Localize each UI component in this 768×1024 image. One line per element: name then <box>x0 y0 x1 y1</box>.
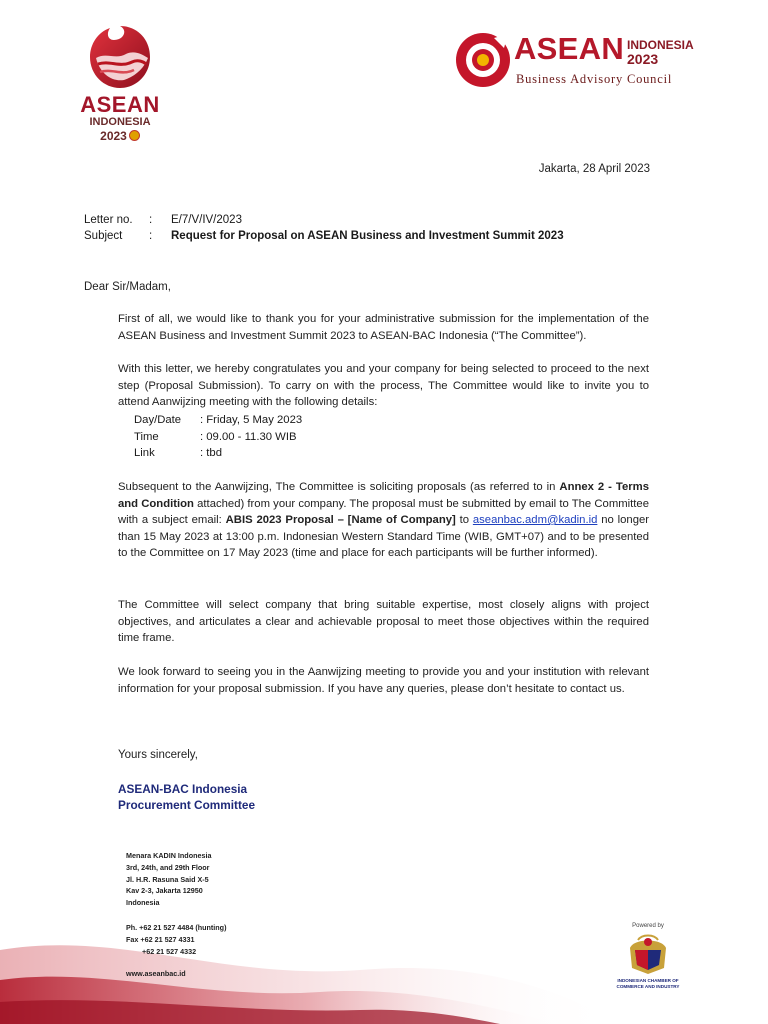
signature-organization: ASEAN-BAC Indonesia <box>118 782 248 796</box>
closing-phrase: Yours sincerely, <box>118 749 198 761</box>
separator: : <box>149 230 153 242</box>
left-logo-year-line <box>80 129 160 143</box>
footer-address <box>126 850 211 909</box>
address-line: Kav 2-3, Jakarta 12950 <box>126 886 203 896</box>
address-line: Indonesia <box>126 898 160 908</box>
left-logo-year: 2023 <box>100 129 127 143</box>
asean-seal-icon <box>129 130 140 141</box>
left-logo-country: INDONESIA <box>89 116 151 128</box>
address-line: Menara KADIN Indonesia <box>126 851 212 860</box>
subject-row <box>84 228 684 244</box>
salutation: Dear Sir/Madam, <box>84 281 171 293</box>
detail-value-day: : Friday, 5 May 2023 <box>200 414 303 426</box>
letter-number: E/7/V/IV/2023 <box>171 214 242 226</box>
subject-text: Request for Proposal on ASEAN Business and Investment Summit 2023 <box>171 230 564 242</box>
asean-emblem-icon <box>88 24 152 90</box>
p3-text-4: no longer than 15 May 2023 at 13:00 p.m. Indonesian Western Standard Time (WIB, GMT+07) and to be presented to the Committee on 17 May 2023 (time and place for each participants will be further informed). <box>118 514 650 559</box>
detail-label-link: Link <box>134 447 155 459</box>
letter-number-row <box>84 212 644 228</box>
paragraph-selection-criteria: The Committee will select company that bring suitable expertise, most closely aligns with project objectives, and articulates a clear and achievable proposal to meet those objectives within the required time frame. <box>118 599 649 644</box>
fax-number: Fax +62 21 527 4331 <box>126 934 195 944</box>
footer-contact <box>126 922 226 957</box>
separator: : <box>149 214 153 226</box>
kadin-logo-icon <box>624 932 672 976</box>
detail-label-day: Day/Date <box>134 414 182 426</box>
right-logo-subtitle: Business Advisory Council <box>516 72 673 86</box>
right-logo-year: 2023 <box>627 51 659 67</box>
powered-by-label: Powered by <box>632 923 664 929</box>
detail-label-time: Time <box>134 431 159 443</box>
signature-committee: Procurement Committee <box>118 798 256 812</box>
paragraph-closing: We look forward to seeing you in the Aanwijzing meeting to provide you and your institution with relevant information for your proposal submission. If you have any queries, please don’t hesitate to contact us. <box>118 666 649 695</box>
powered-by-block <box>604 922 692 989</box>
address-line: 3rd, 24th, and 29th Floor <box>126 862 210 872</box>
email-subject-format: ABIS 2023 Proposal – [Name of Company] <box>225 514 456 526</box>
p3-text-3: to <box>455 514 473 526</box>
annex-reference: Annex 2 - Terms and Condition <box>118 481 649 510</box>
fax-number-2: +62 21 527 4332 <box>142 946 197 956</box>
p3-text-2: attached) from your company. The proposal must be submitted by email to The Committee with a subject email: <box>118 497 649 526</box>
right-logo-country: INDONESIA <box>627 38 694 52</box>
asean-bac-emblem-icon <box>454 30 512 90</box>
asean-indonesia-logo <box>80 24 160 154</box>
footer-website[interactable]: www.aseanbac.id <box>126 969 186 978</box>
detail-value-link: : tbd <box>200 447 222 459</box>
address-line: Jl. H.R. Rasuna Said X-5 <box>126 874 209 884</box>
paragraph-thanks: First of all, we would like to thank you for your administrative submission for the implementation of the ASEAN Business and Investment Summit 2023 to ASEAN-BAC Indonesia (“The Committee”). <box>118 313 649 342</box>
letter-date: Jakarta, 28 April 2023 <box>538 163 650 175</box>
paragraph-congratulations: With this letter, we hereby congratulates you and your company for being selected to proceed to the next step (Proposal Submission). To carry on with the process, The Committee would like to invite you to attend Aanwijzing meeting with the following details: <box>118 363 649 408</box>
paragraph-proposal-instructions <box>118 479 649 562</box>
subject-label: Subject <box>84 230 123 242</box>
contact-email-link[interactable]: aseanbac.adm@kadin.id <box>472 514 598 526</box>
asean-bac-logo <box>454 30 714 92</box>
letter-number-label: Letter no. <box>84 214 133 226</box>
powered-by-organization: INDONESIAN CHAMBER OF COMMERCE AND INDUSTRY <box>616 978 680 989</box>
p3-text-1: Subsequent to the Aanwijzing, The Committee is soliciting proposals (as referred to in <box>118 481 560 493</box>
left-logo-title: ASEAN <box>80 92 160 117</box>
right-logo-title: ASEAN <box>514 31 625 66</box>
phone-number: Ph. +62 21 527 4484 (hunting) <box>126 923 227 932</box>
detail-value-time: : 09.00 - 11.30 WIB <box>200 431 297 443</box>
